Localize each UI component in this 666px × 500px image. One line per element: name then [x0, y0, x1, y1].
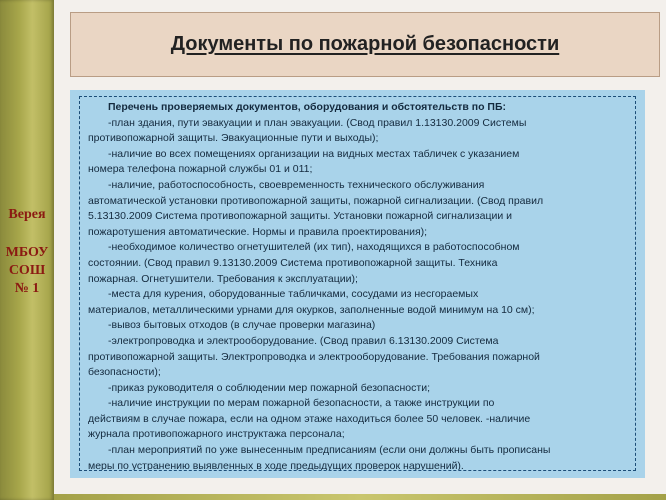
checklist-line: -план мероприятий по уже вынесенным предписаниям (если они должны быть прописаны [108, 444, 551, 457]
side-banner [0, 0, 54, 500]
slide-title-box [70, 12, 660, 77]
checklist-line: материалов, металлическими урнами для окурков, заполненные водой минимум на 10 см); [88, 303, 535, 316]
slide-title: Документы по пожарной безопасности [170, 33, 560, 55]
checklist-line: журнала противопожарного инструктажа персонала; [88, 428, 345, 441]
side-label-school-number: № 1 [14, 281, 40, 296]
checklist-line: -необходимое количество огнетушителей (их тип), находящихся в работоспособном [108, 241, 520, 254]
checklist-heading: Перечень проверяемых документов, оборудования и обстоятельств по ПБ: [108, 101, 506, 113]
checklist-line: -наличие, работоспособность, своевременность технического обслуживания [108, 178, 485, 191]
checklist-line: номера телефона пожарной службы 01 и 011; [88, 163, 313, 176]
checklist-line: -места для курения, оборудованные табличками, сосудами из несгораемых [108, 288, 479, 301]
checklist-line: -наличие во всех помещениях организации на видных местах табличек с указанием [108, 147, 520, 160]
bottom-decor-bar [54, 494, 666, 500]
checklist-line: -наличие инструкции по мерам пожарной безопасности, а также инструкции по [108, 397, 495, 410]
checklist-line: -вывоз бытовых отходов (в случае проверки магазина) [108, 319, 376, 332]
checklist-line: -приказ руководителя о соблюдении мер пожарной безопасности; [108, 381, 430, 394]
side-label-school-type: МБОУ [5, 245, 49, 260]
checklist-line: противопожарной защиты. Эвакуационные пути и выходы); [88, 132, 379, 145]
checklist-line: -план здания, пути эвакуации и план эвакуации. (Свод правил 1.13130.2009 Системы [108, 116, 527, 129]
checklist-line: пожарная. Огнетушители. Требования к эксплуатации); [88, 272, 358, 285]
checklist-line: -электропроводка и электрооборудование. (Свод правил 6.13130.2009 Система [108, 334, 499, 347]
checklist-line: 5.13130.2009 Система противопожарной защиты. Установки пожарной сигнализации и [88, 210, 512, 223]
checklist-box [79, 96, 636, 471]
side-label-town: Верея [8, 207, 46, 222]
checklist-line: безопасности); [88, 366, 161, 379]
checklist-line: действиям в случае пожара, если на одном этаже находиться более 50 человек. -наличие [88, 412, 531, 425]
checklist-line: автоматической установки противопожарной защиты, пожарной сигнализации. (Свод правил [88, 194, 544, 207]
side-label-school-abbr: СОШ [8, 263, 46, 278]
content-panel [70, 90, 645, 478]
checklist-line: состоянии. (Свод правил 9.13130.2009 Система противопожарной защиты. Техника [88, 256, 498, 269]
checklist-line: пожаротушения автоматические. Нормы и правила проектирования); [88, 225, 428, 238]
checklist-line: меры по устранению выявленных в ходе предыдущих проверок нарушений). [88, 459, 464, 471]
checklist-line: противопожарной защиты. Электропроводка и электрооборудование. Требования пожарной [88, 350, 540, 363]
